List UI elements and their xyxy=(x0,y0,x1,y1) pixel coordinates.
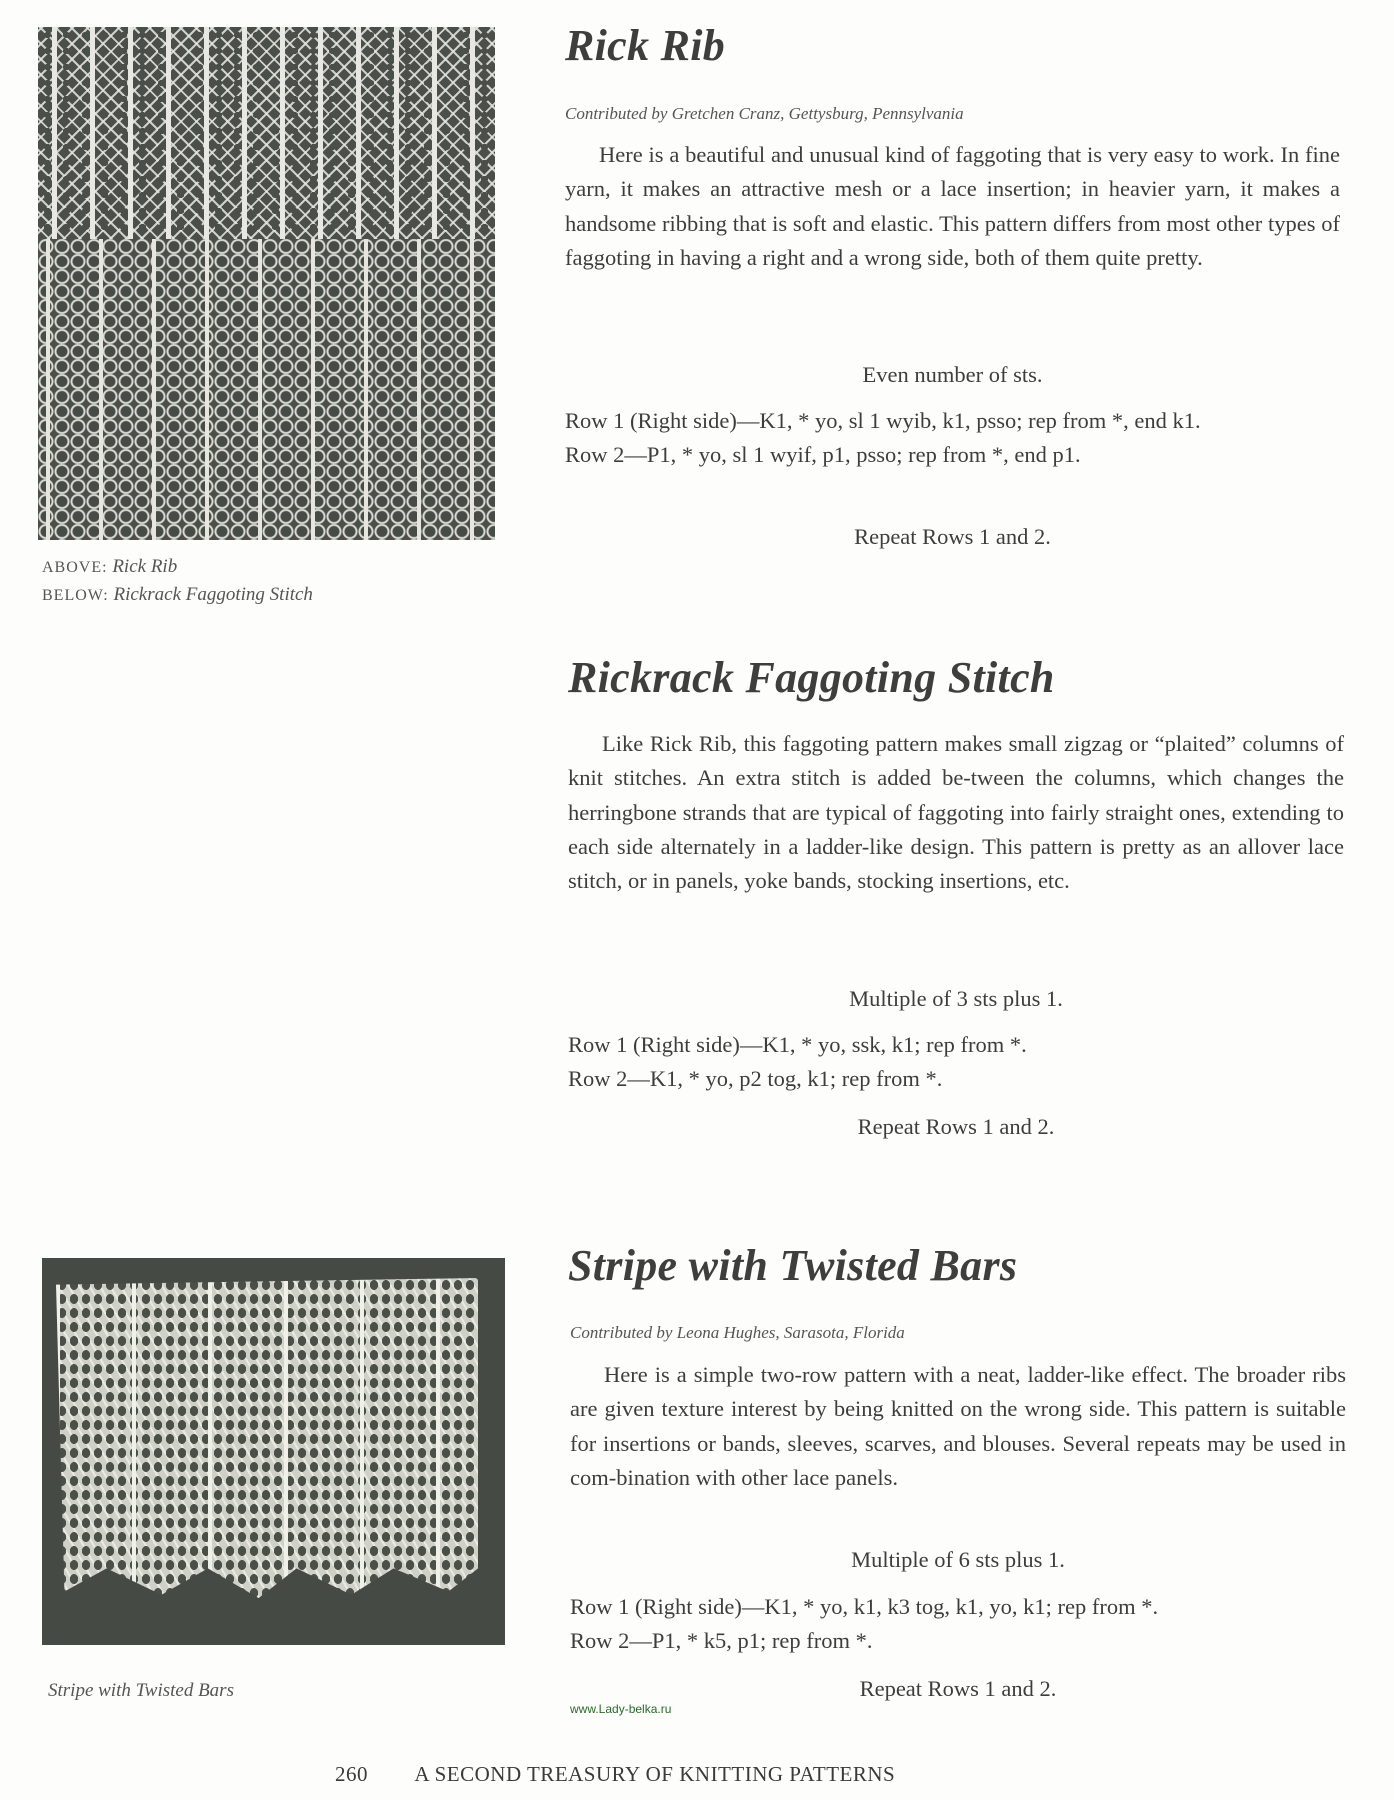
repeat-instruction: Repeat Rows 1 and 2. xyxy=(854,524,1051,549)
row-instructions xyxy=(568,1028,1348,1096)
photo-caption-top xyxy=(42,553,313,609)
stitch-count: Even number of sts. xyxy=(862,362,1043,387)
row-1: Row 1 (Right side)—K1, * yo, sl 1 wyib, k1, psso; rep from *, end k1. xyxy=(565,408,1201,433)
pattern-title-stripe-twisted-bars: Stripe with Twisted Bars xyxy=(568,1241,1018,1290)
stitch-count: Multiple of 3 sts plus 1. xyxy=(849,986,1063,1011)
row-1: Row 1 (Right side)—K1, * yo, ssk, k1; rep from *. xyxy=(568,1032,1027,1057)
photo-caption-bottom: Stripe with Twisted Bars xyxy=(48,1680,234,1701)
page-number: 260 xyxy=(335,1762,368,1786)
pattern-description: Here is a beautiful and unusual kind of faggoting that is very easy to work. In fine yarn, it makes an attractive mesh or a lace insertion; in heavier yarn, it makes a handsome ribbing that is soft and elastic. This pattern differs from most other types of faggoting in having a right and a wrong side, both of them quite pretty. xyxy=(565,142,1340,270)
row-2: Row 2—K1, * yo, p2 tog, k1; rep from *. xyxy=(568,1066,943,1091)
caption-line-below: BELOW: Rickrack Faggoting Stitch xyxy=(42,584,313,605)
rick-rib-swatch-photo xyxy=(38,27,495,540)
stripe-twisted-bars-swatch-photo xyxy=(42,1258,505,1645)
pattern-description: Here is a simple two-row pattern with a neat, ladder-like effect. The broader ribs are given texture interest by being knitted on the wrong side. This pattern is suitable for insertions or bands, sleeves, scarves, and blouses. Several repeats may be used in com-bination with other lace panels. xyxy=(570,1362,1346,1490)
contributor-line: Contributed by Leona Hughes, Sarasota, Florida xyxy=(570,1323,905,1342)
repeat-instruction: Repeat Rows 1 and 2. xyxy=(859,1676,1057,1701)
row-1: Row 1 (Right side)—K1, * yo, k1, k3 tog, k1, yo, k1; rep from *. xyxy=(570,1594,1159,1619)
page-footer xyxy=(335,1762,895,1787)
rickrack-swatch-lower-half xyxy=(38,239,495,540)
row-2: Row 2—P1, * yo, sl 1 wyif, p1, psso; rep from *, end p1. xyxy=(565,442,1081,467)
stitch-count: Multiple of 6 sts plus 1. xyxy=(851,1547,1065,1572)
pattern-description: Like Rick Rib, this faggoting pattern makes small zigzag or “plaited” columns of knit stitches. An extra stitch is added be-tween the columns, which changes the herringbone strands that are typical of faggoting into fairly straight ones, extending to each side alternately in a ladder-like design. This pattern is pretty as an allover lace stitch, or in panels, yoke bands, stocking insertions, etc. xyxy=(568,731,1344,894)
lace-fabric xyxy=(56,1278,478,1608)
book-title: A SECOND TREASURY OF KNITTING PATTERNS xyxy=(414,1762,896,1786)
row-instructions xyxy=(565,404,1345,472)
row-instructions xyxy=(570,1590,1360,1658)
pattern-title-rick-rib: Rick Rib xyxy=(565,21,726,70)
repeat-instruction: Repeat Rows 1 and 2. xyxy=(857,1114,1055,1139)
caption-line-above: ABOVE: Rick Rib xyxy=(42,556,178,577)
watermark-link: www.Lady-belka.ru xyxy=(570,1702,672,1716)
pattern-title-rickrack-faggoting: Rickrack Faggoting Stitch xyxy=(568,653,1055,702)
contributor-line: Contributed by Gretchen Cranz, Gettysburg, Pennsylvania xyxy=(565,104,964,123)
row-2: Row 2—P1, * k5, p1; rep from *. xyxy=(570,1628,873,1653)
